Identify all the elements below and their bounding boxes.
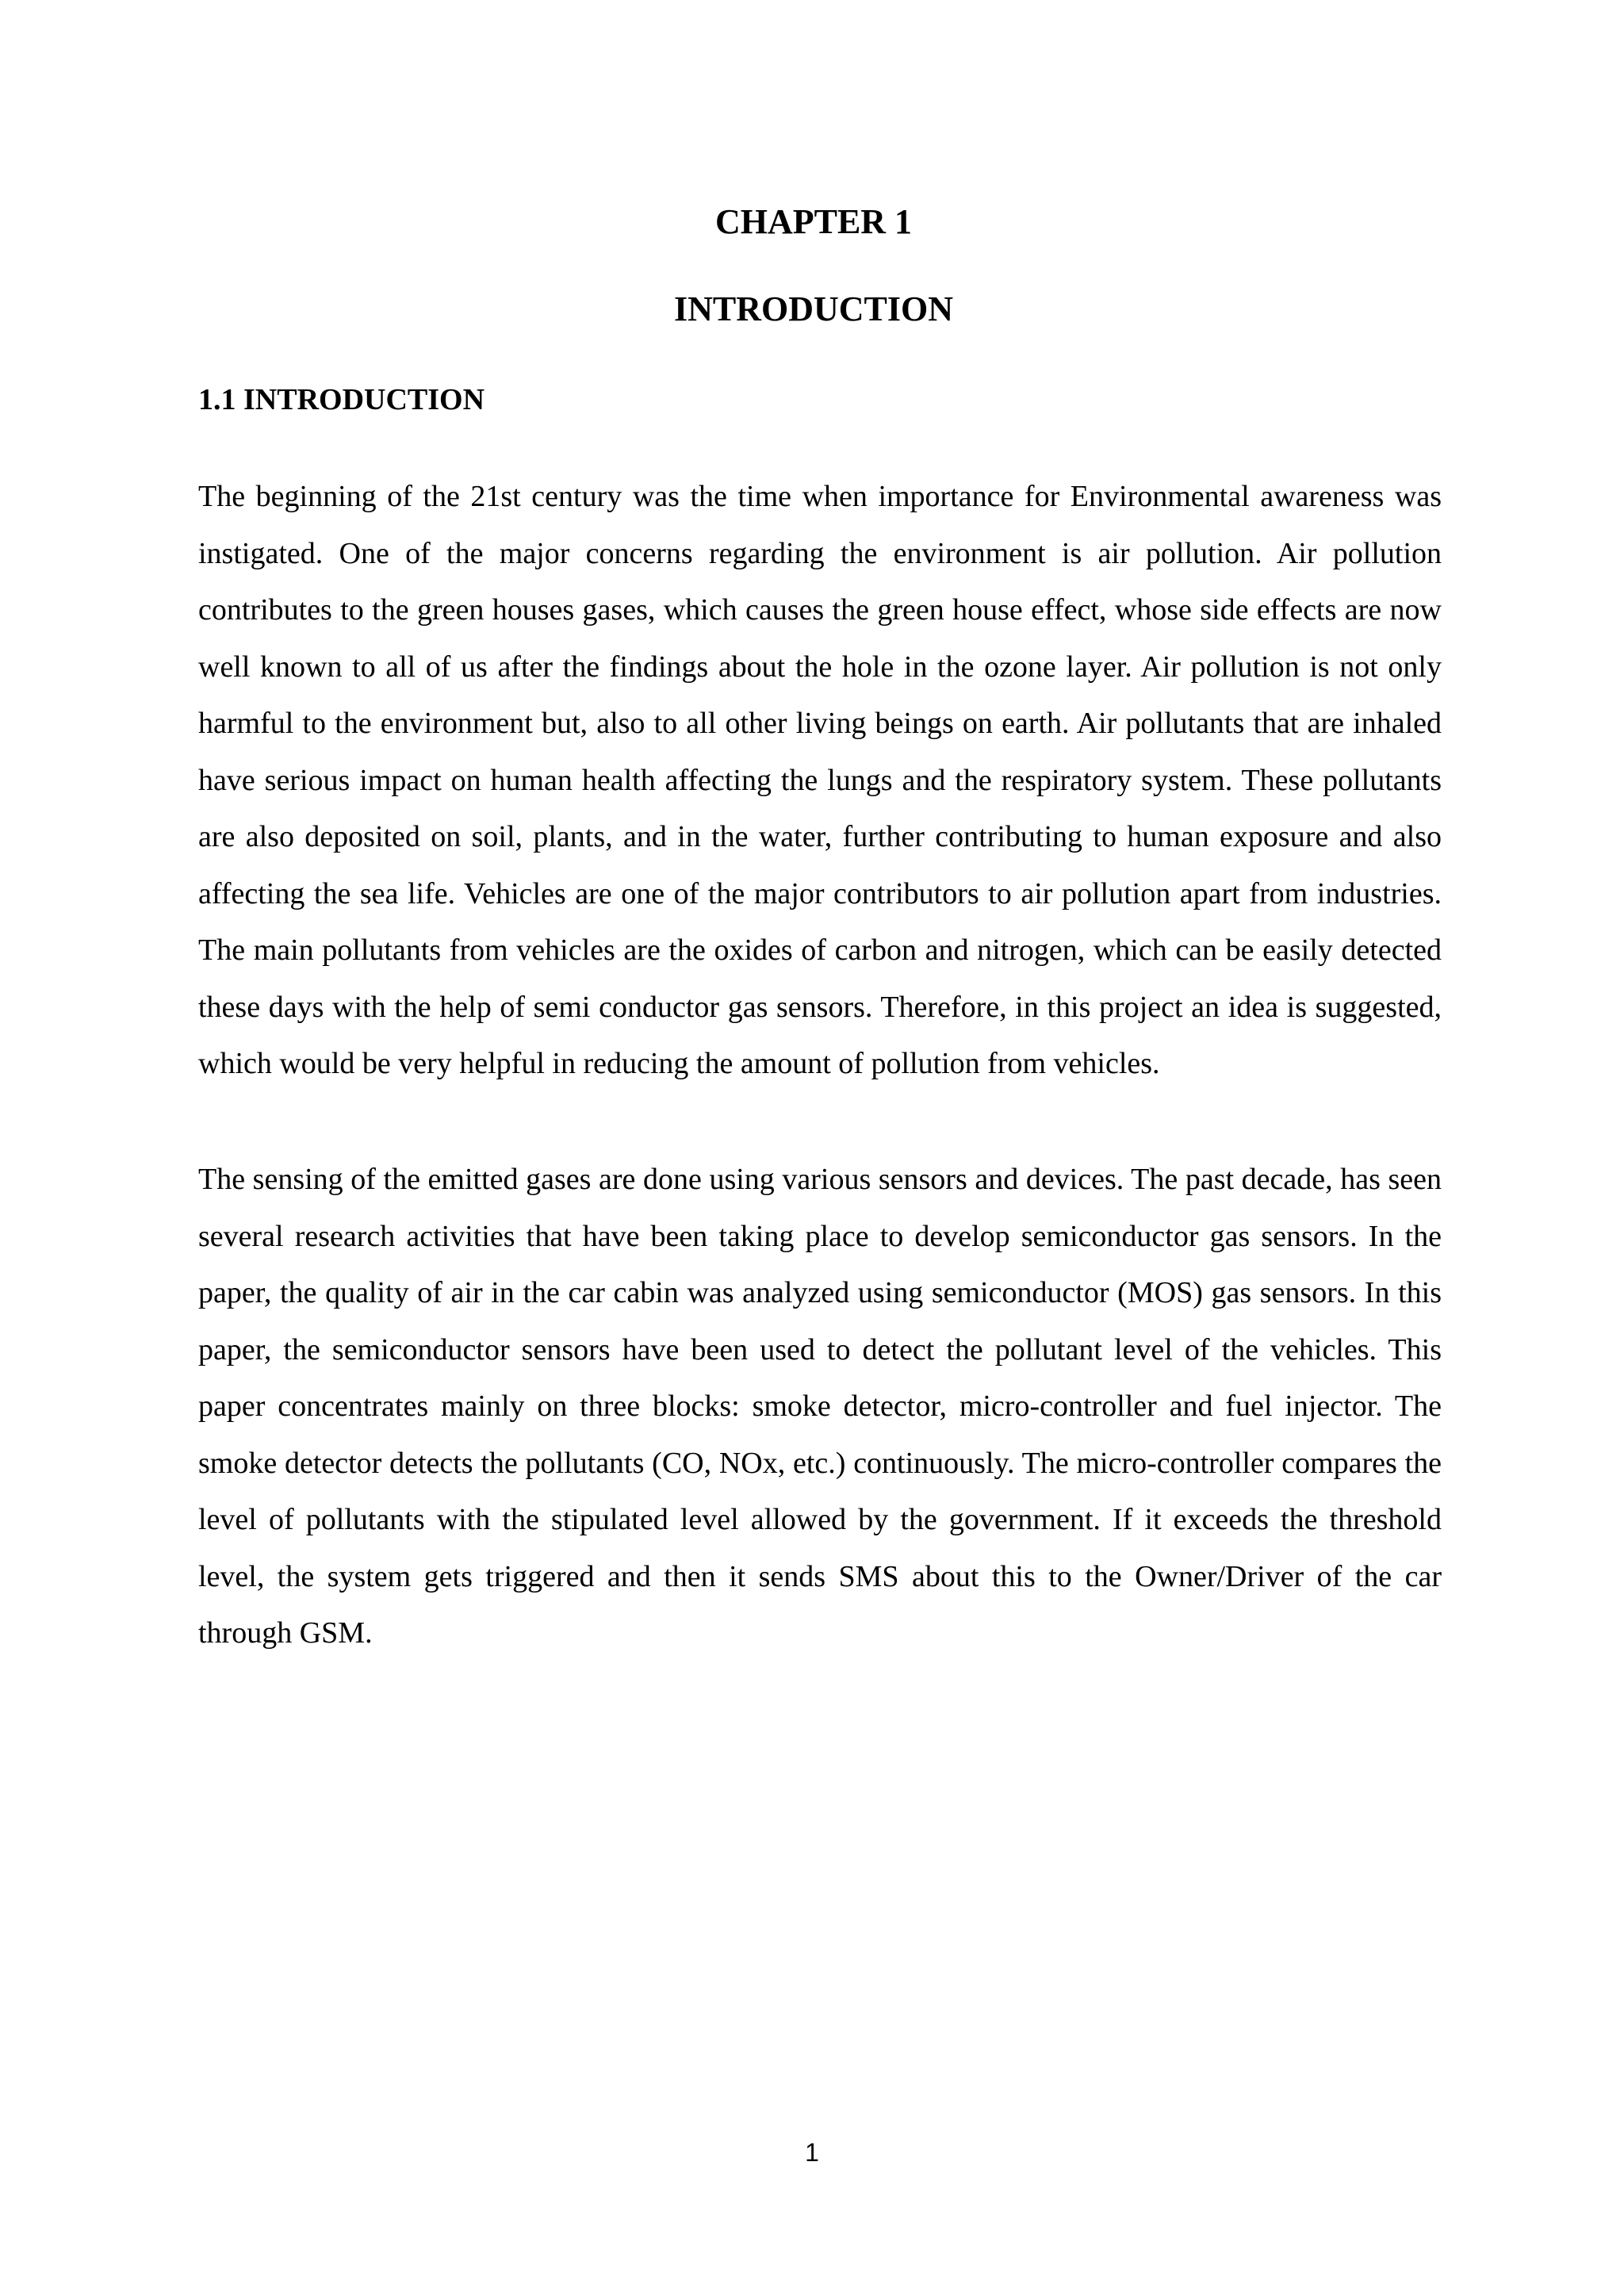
chapter-title	[0, 287, 1624, 332]
chapter-title-text: INTRODUCTION	[673, 289, 954, 328]
chapter-number-text: CHAPTER 1	[714, 202, 913, 241]
chapter-number	[0, 200, 1624, 244]
paragraph-1: The beginning of the 21st century was the time when importance for Environmental awareness was instigated. One of the major concerns regarding the environment is air pollution. Air pollution contributes to the green houses gases, which causes the green house effect, whose side effects are now well known to all of us after the findings about the hole in the ozone layer. Air pollution is not only harmful to the environment but, also to all other living beings on earth. Air pollutants that are inhaled have serious impact on human health affecting the lungs and the respiratory system. These pollutants are also deposited on soil, plants, and in the water, further contributing to human exposure and also affecting the sea life. Vehicles are one of the major contributors to air pollution apart from industries. The main pollutants from vehicles are the oxides of carbon and nitrogen, which can be easily detected these days with the help of semi conductor gas sensors. Therefore, in this project an idea is suggested, which would be very helpful in reducing the amount of pollution from vehicles.	[198, 480, 1442, 1080]
page-number: 1	[805, 2138, 819, 2167]
paragraph-2: The sensing of the emitted gases are done using various sensors and devices. The past decade, has seen several research activities that have been taking place to develop semiconductor gas sensors. In the paper, the quality of air in the car cabin was analyzed using semiconductor (MOS) gas sensors. In this paper, the semiconductor sensors have been used to detect the pollutant level of the vehicles. This paper concentrates mainly on three blocks: smoke detector, micro-controller and fuel injector. The smoke detector detects the pollutants (CO, NOx, etc.) continuously. The micro-controller compares the level of pollutants with the stipulated level allowed by the government. If it exceeds the threshold level, the system gets triggered and then it sends SMS about this to the Owner/Driver of the car through GSM.	[198, 1163, 1442, 1650]
section-heading: 1.1 INTRODUCTION	[198, 383, 485, 416]
